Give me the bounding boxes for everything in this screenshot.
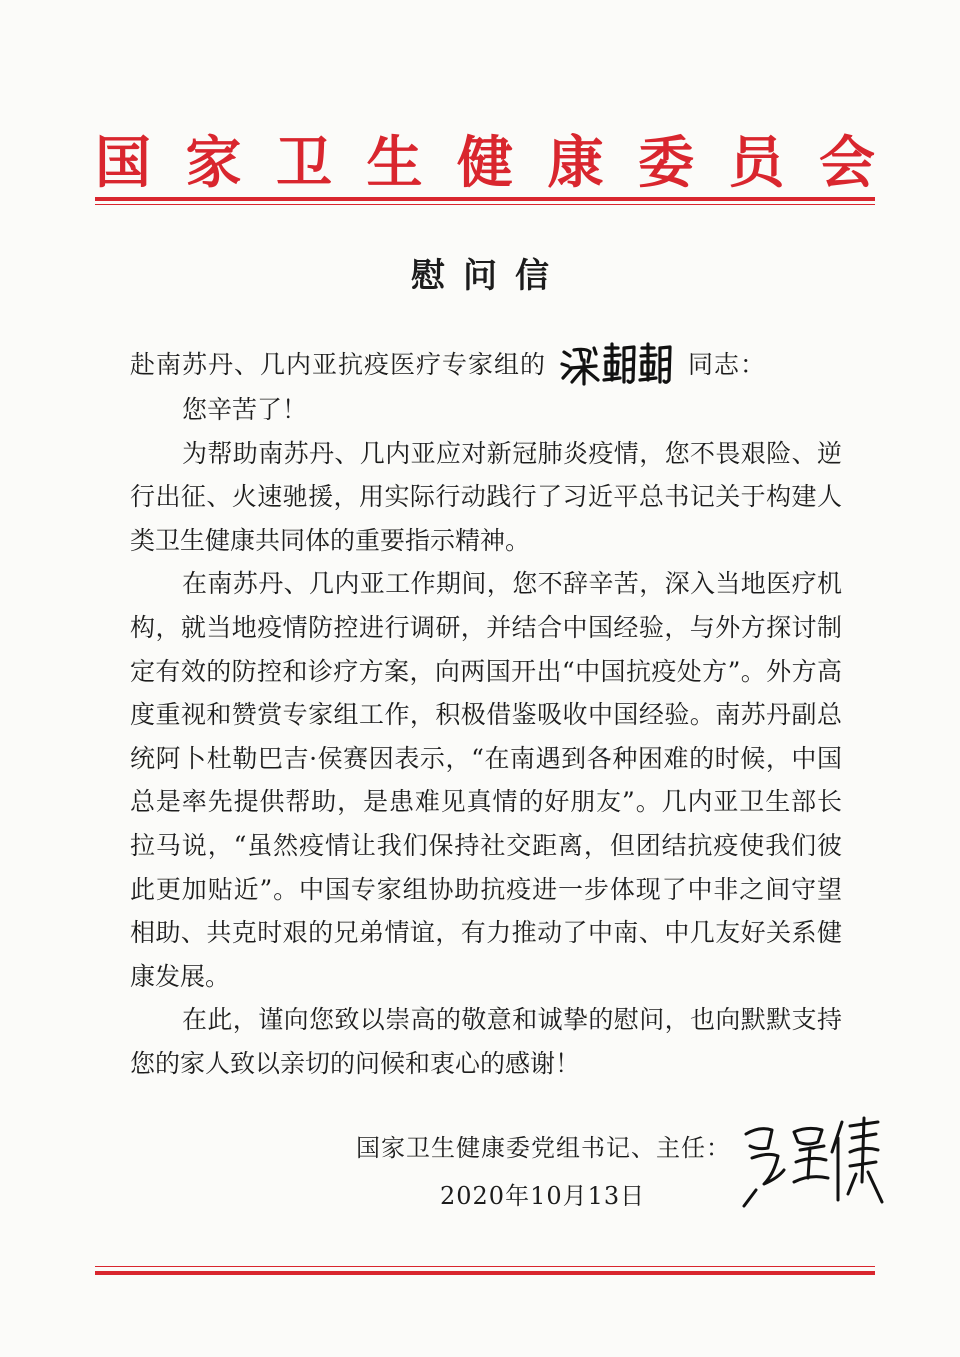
letter-body — [130, 388, 842, 1086]
header-divider-thick — [95, 197, 875, 201]
footer-divider-thin — [95, 1266, 875, 1267]
greeting: 您辛苦了！ — [182, 395, 308, 424]
footer-divider-thick — [95, 1271, 875, 1275]
paragraph: 在南苏丹、几内亚工作期间，您不辞辛苦，深入当地医疗机构，就当地疫情防控进行调研，并结合中国经验，与外方探讨制定有效的防控和诊疗方案，向两国开出“中国抗疫处方”。外方高度重视和赞赏专家组工作，积极借鉴吸收中国经验。南苏丹副总统阿卜杜勒巴吉·侯赛因表示，“在南遇到各种困难的时候，中国总是率先提供帮助，是患难见真情的好朋友”。几内亚卫生部长拉马说，“虽然疫情让我们保持社交距离，但团结抗疫使我们彼此更加贴近”。中国专家组协助抗疫进一步体现了中非之间守望相助、共克时艰的兄弟情谊，有力推动了中南、中几友好关系健康发展。 — [130, 569, 842, 991]
paragraph: 在此，谨向您致以崇高的敬意和诚挚的慰问，也向默默支持您的家人致以亲切的问候和衷心的感谢！ — [130, 1005, 842, 1078]
letterhead-char: 委 — [638, 130, 694, 196]
header-divider-thin — [95, 204, 875, 205]
salutation-suffix: 同志： — [688, 350, 767, 379]
salutation — [130, 340, 766, 386]
salutation-prefix: 赴南苏丹、几内亚抗疫医疗专家组的 — [130, 350, 547, 379]
letterhead-char: 生 — [366, 130, 423, 196]
letterhead-char: 会 — [819, 130, 875, 196]
letter-date: 2020年10月13日 — [440, 1182, 646, 1210]
letterhead-char: 康 — [547, 130, 604, 196]
letterhead-char: 卫 — [276, 130, 332, 196]
letterhead-title — [95, 128, 875, 198]
document-title: 慰问信 — [411, 256, 567, 296]
signer-title: 国家卫生健康委党组书记、主任： — [356, 1134, 731, 1162]
letterhead-char: 国 — [95, 130, 151, 196]
paragraph: 为帮助南苏丹、几内亚应对新冠肺炎疫情，您不畏艰险、逆行出征、火速驰援，用实际行动践行了习近平总书记关于构建人类卫生健康共同体的重要指示精神。 — [130, 438, 842, 555]
letterhead-char: 健 — [457, 130, 513, 196]
recipient-handwritten-name — [558, 340, 678, 386]
letterhead-char: 家 — [185, 130, 242, 196]
handwritten-signature — [738, 1112, 888, 1212]
letterhead-char: 员 — [728, 130, 785, 196]
